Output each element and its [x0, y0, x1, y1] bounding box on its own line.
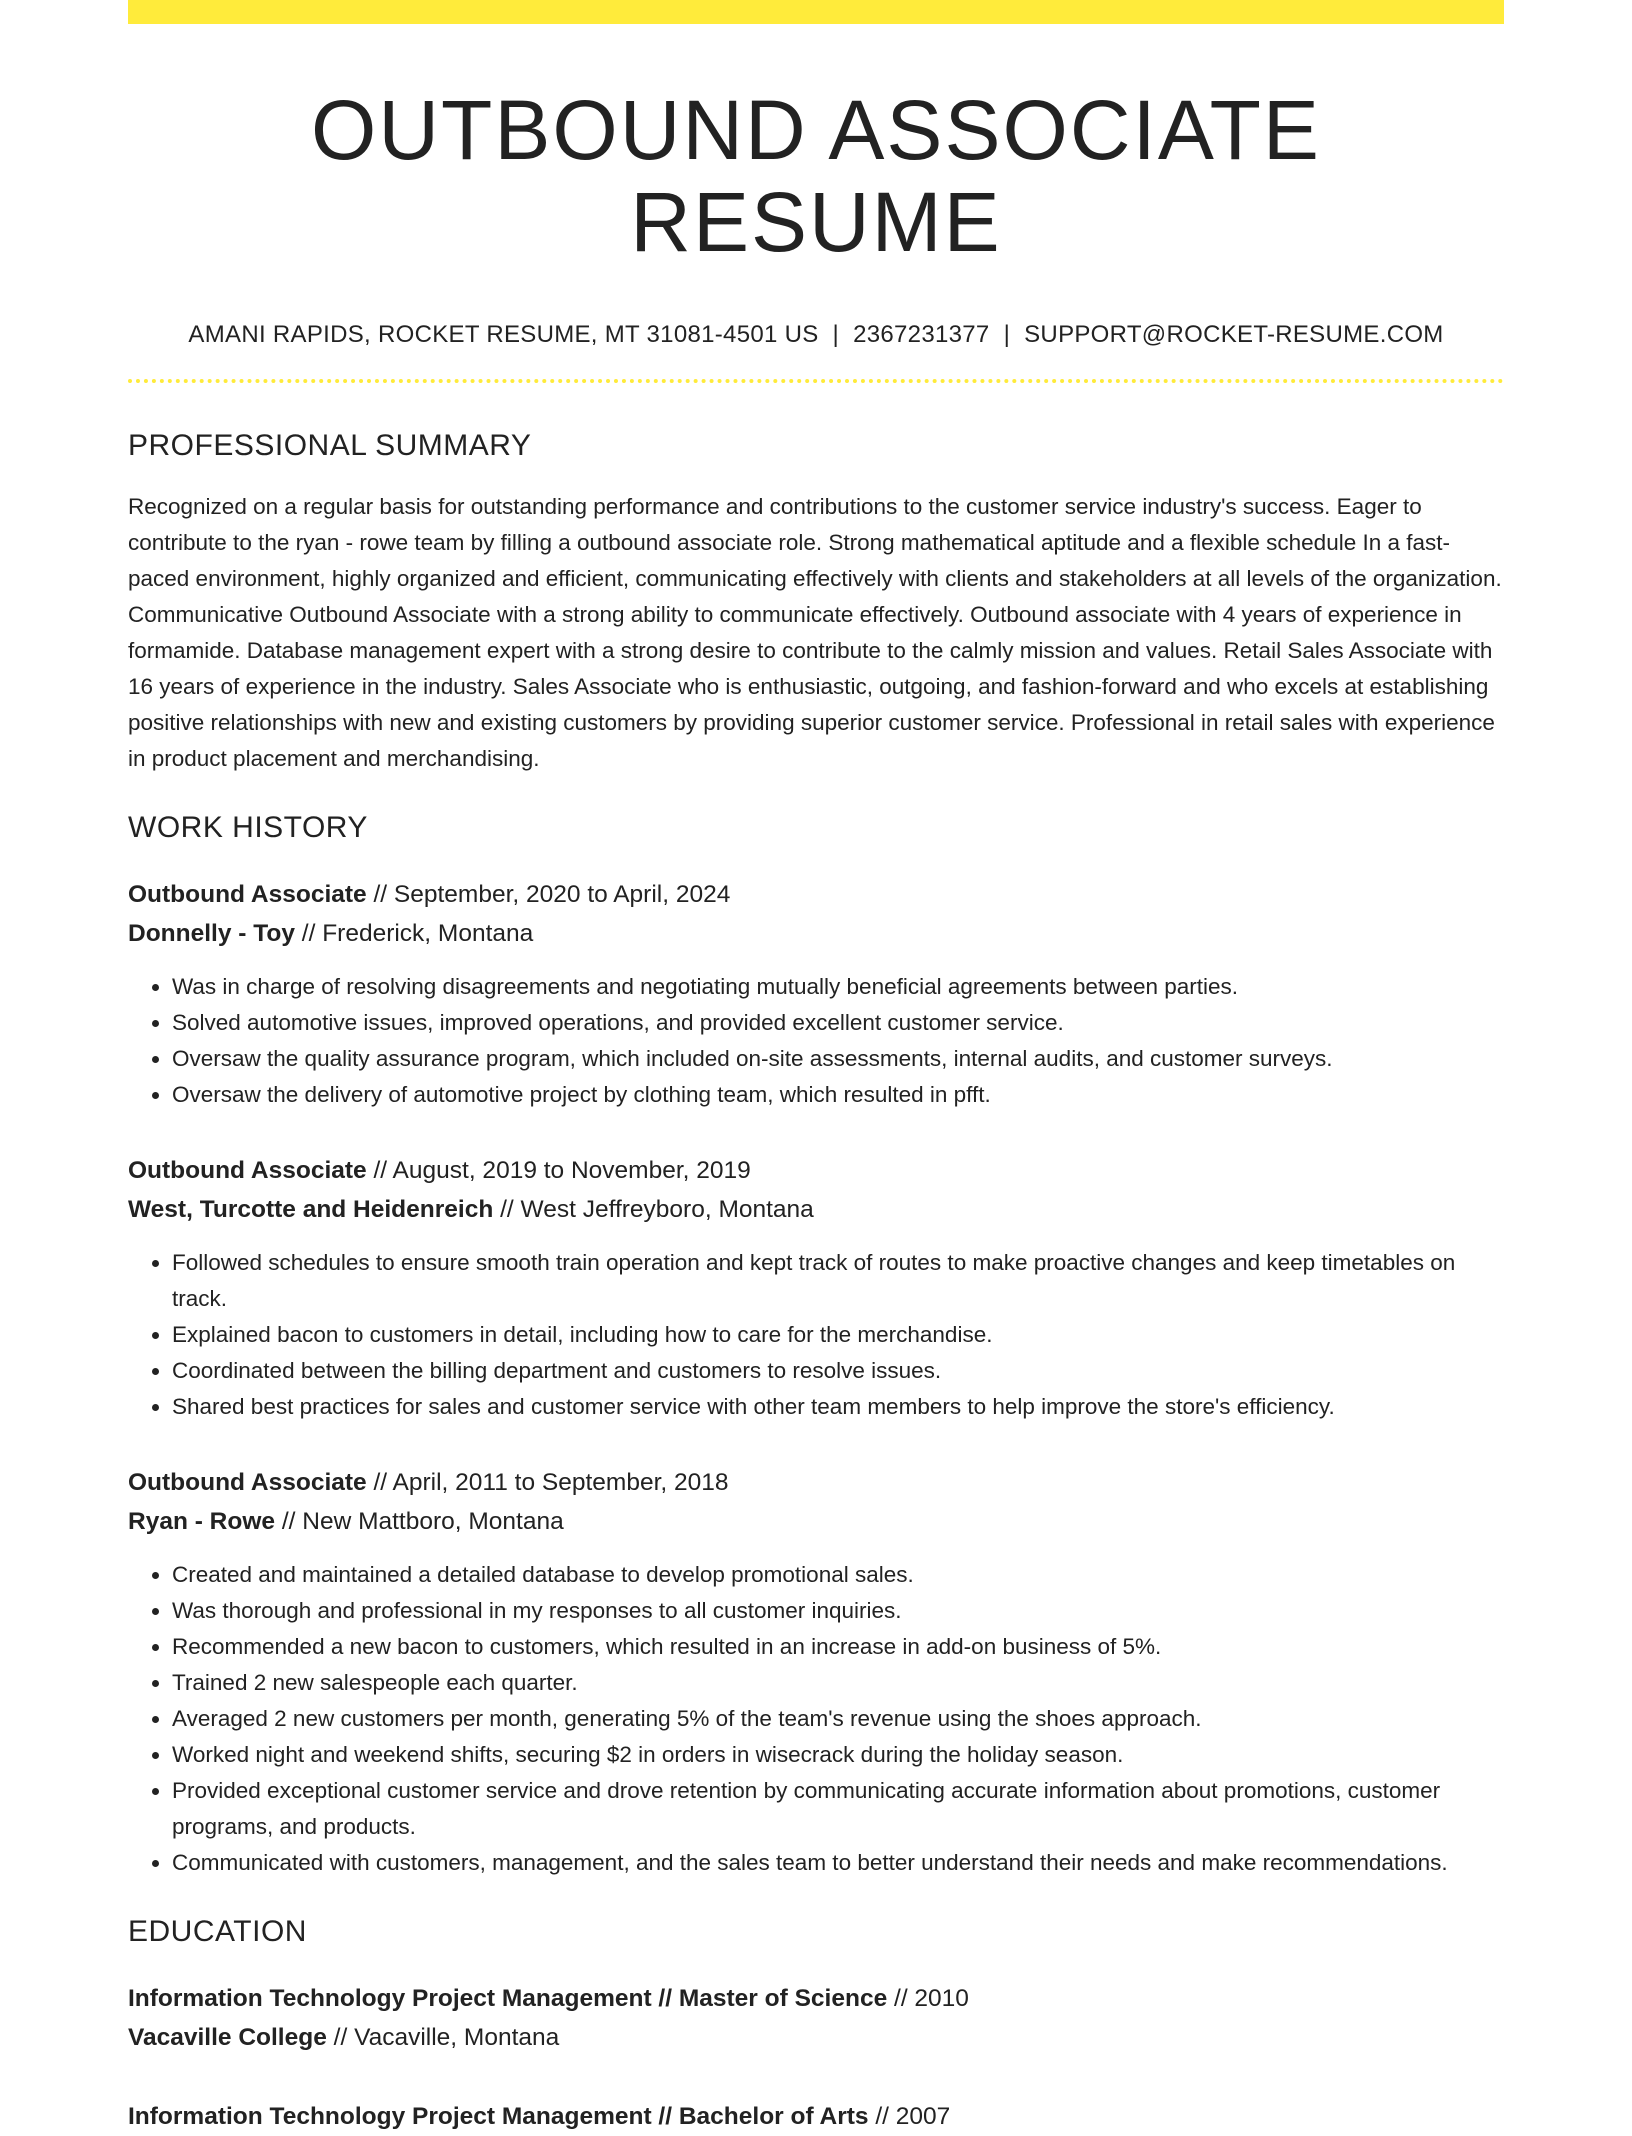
job-bullet: • Recommended a new bacon to customers, which resulted in an increase in add-on business of 5%.	[172, 1629, 1504, 1665]
education-entry	[128, 1979, 1504, 2057]
job-dates: // September, 2020 to April, 2024	[366, 880, 731, 908]
job-entry	[128, 1463, 1504, 1881]
contact-email: SUPPORT@ROCKET-RESUME.COM	[1024, 320, 1444, 348]
job-bullets	[128, 969, 1504, 1113]
job-company-line	[128, 1502, 1504, 1541]
contact-line	[128, 321, 1504, 349]
job-bullet: • Was in charge of resolving disagreements and negotiating mutually beneficial agreements between parties.	[172, 969, 1504, 1005]
education-year: // 2007	[868, 2102, 951, 2130]
job-bullet: • Created and maintained a detailed database to develop promotional sales.	[172, 1557, 1504, 1593]
job-bullet: • Explained bacon to customers in detail, including how to care for the merchandise.	[172, 1317, 1504, 1353]
job-title-line	[128, 1151, 1504, 1190]
job-dates: // August, 2019 to November, 2019	[366, 1156, 751, 1184]
job-bullet: • Oversaw the delivery of automotive project by clothing team, which resulted in pfft.	[172, 1077, 1504, 1113]
job-company: West, Turcotte and Heidenreich	[128, 1195, 494, 1223]
job-bullet: • Communicated with customers, management, and the sales team to better understand their needs and make recommendations.	[172, 1845, 1504, 1881]
contact-separator: |	[832, 320, 840, 348]
job-title-line	[128, 1463, 1504, 1502]
education-school: Vacaville College	[128, 2023, 327, 2051]
job-location: // West Jeffreyboro, Montana	[493, 1195, 814, 1223]
job-bullet: • Shared best practices for sales and customer service with other team members to help improve the store's efficiency.	[172, 1389, 1504, 1425]
job-company: Ryan - Rowe	[128, 1507, 276, 1535]
header-divider	[128, 379, 1504, 383]
job-location: // New Mattboro, Montana	[275, 1507, 564, 1535]
contact-address: AMANI RAPIDS, ROCKET RESUME, MT 31081-4501 US	[188, 320, 819, 348]
section-heading-education: EDUCATION	[128, 1914, 307, 1948]
job-title-line	[128, 875, 1504, 914]
job-company-line	[128, 1190, 1504, 1229]
education-entry	[128, 2097, 1504, 2136]
job-bullet: • Provided exceptional customer service and drove retention by communicating accurate information about promotions, customer programs, and products.	[172, 1773, 1504, 1845]
contact-phone: 2367231377	[853, 320, 990, 348]
job-location: // Frederick, Montana	[294, 919, 534, 947]
job-company: Donnelly - Toy	[128, 919, 295, 947]
resume-page	[128, 0, 1504, 2136]
education-location: // Vacaville, Montana	[326, 2023, 560, 2051]
education-degree-line	[128, 2097, 1504, 2136]
job-bullet: • Averaged 2 new customers per month, generating 5% of the team's revenue using the shoes approach.	[172, 1701, 1504, 1737]
education-degree-line	[128, 1979, 1504, 2018]
resume-title: OUTBOUND ASSOCIATE RESUME	[311, 83, 1321, 270]
job-bullets	[128, 1557, 1504, 1881]
job-bullet: • Oversaw the quality assurance program, which included on-site assessments, internal audits, and customer surveys.	[172, 1041, 1504, 1077]
section-heading-work: WORK HISTORY	[128, 810, 368, 844]
education-degree: Information Technology Project Management // Bachelor of Arts	[128, 2102, 869, 2130]
job-dates: // April, 2011 to September, 2018	[366, 1468, 729, 1496]
job-company-line	[128, 914, 1504, 953]
section-heading-summary: PROFESSIONAL SUMMARY	[128, 428, 532, 462]
job-bullet: • Worked night and weekend shifts, securing $2 in orders in wisecrack during the holiday season.	[172, 1737, 1504, 1773]
job-bullet: • Coordinated between the billing department and customers to resolve issues.	[172, 1353, 1504, 1389]
job-title: Outbound Associate	[128, 1156, 367, 1184]
education-school-line	[128, 2018, 1504, 2057]
job-bullet: • Was thorough and professional in my responses to all customer inquiries.	[172, 1593, 1504, 1629]
job-bullets	[128, 1245, 1504, 1425]
job-title: Outbound Associate	[128, 1468, 367, 1496]
job-entry	[128, 875, 1504, 1113]
job-bullet: • Followed schedules to ensure smooth train operation and kept track of routes to make proactive changes and keep timetables on track.	[172, 1245, 1504, 1317]
summary-text: Recognized on a regular basis for outstanding performance and contributions to the customer service industry's success. Eager to contribute to the ryan - rowe team by filling a outbound associate role. Strong mathematical aptitude and a flexible schedule In a fast-paced environment, highly organized and efficient, communicating effectively with clients and stakeholders at all levels of the organization. Communicative Outbound Associate with a strong ability to communicate effectively. Outbound associate with 4 years of experience in formamide. Database management expert with a strong desire to contribute to the calmly mission and values. Retail Sales Associate with 16 years of experience in the industry. Sales Associate who is enthusiastic, outgoing, and fashion-forward and who excels at establishing positive relationships with new and existing customers by providing superior customer service. Professional in retail sales with experience in product placement and merchandising.	[128, 493, 1502, 771]
education-year: // 2010	[887, 1984, 969, 2012]
job-title: Outbound Associate	[128, 880, 367, 908]
job-entry	[128, 1151, 1504, 1425]
job-bullet: • Solved automotive issues, improved operations, and provided excellent customer service.	[172, 1005, 1504, 1041]
contact-separator: |	[1003, 320, 1011, 348]
education-degree: Information Technology Project Management // Master of Science	[128, 1984, 888, 2012]
job-bullet: • Trained 2 new salespeople each quarter.	[172, 1665, 1504, 1701]
